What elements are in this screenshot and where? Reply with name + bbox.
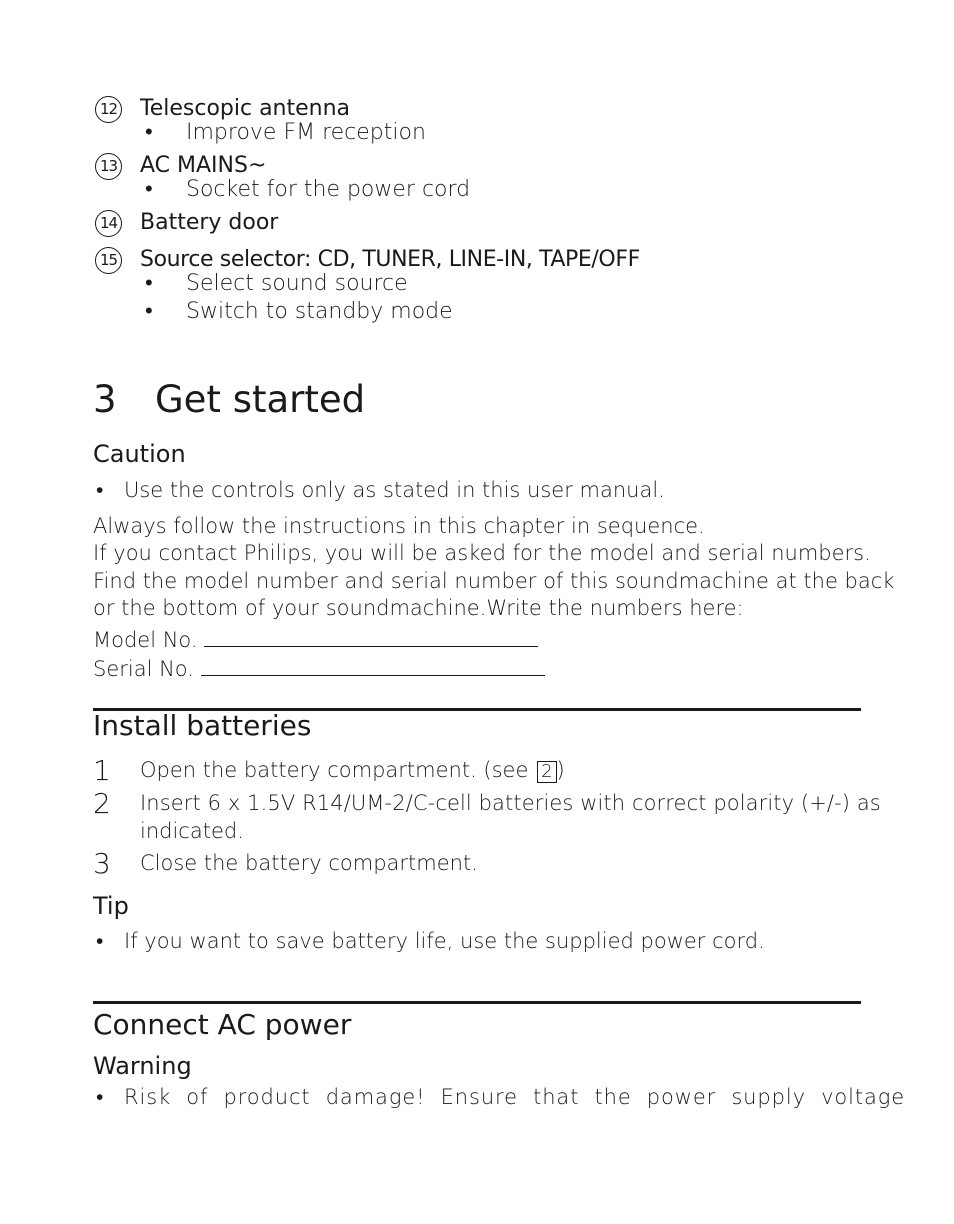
step-text-continued: indicated.: [140, 819, 244, 843]
item-number-12: 12: [95, 96, 122, 123]
list-item: • Switch to standby mode: [145, 299, 453, 324]
step-number: 3: [93, 847, 111, 880]
bullet-text: Improve FM reception: [186, 120, 426, 145]
bullet-text: Use the controls only as stated in this user manual.: [124, 478, 665, 502]
list-item: • Socket for the power cord: [145, 177, 471, 202]
item-title-ac-mains: AC MAINS~: [140, 153, 267, 178]
serial-number-line: [93, 656, 545, 684]
item-number-15: 15: [95, 247, 122, 274]
step-text-end: ): [556, 758, 565, 782]
bullet-text: If you want to save battery life, use the supplied power cord.: [124, 929, 765, 953]
step-text: Insert 6 x 1.5V R14/UM-2/C-cell batteries with correct polarity (+/-) as: [140, 791, 881, 815]
model-label: Model No.: [93, 628, 198, 652]
intro-line: Always follow the instructions in this chapter in sequence.: [93, 514, 705, 538]
section-divider: [93, 1001, 861, 1004]
intro-line: If you contact Philips, you will be asked for the model and serial numbers.: [93, 541, 871, 565]
item-title-battery-door: Battery door: [140, 210, 279, 235]
chapter-number: 3: [93, 378, 117, 421]
item-title-source-selector: Source selector: CD, TUNER, LINE-IN, TAPE/OFF: [140, 247, 640, 272]
connect-heading: Connect AC power: [93, 1008, 352, 1041]
warning-heading: Warning: [93, 1052, 192, 1080]
tip-heading: Tip: [93, 892, 129, 920]
serial-blank: [201, 674, 545, 676]
figure-reference: 2: [537, 761, 556, 783]
item-number-14: 14: [95, 210, 122, 237]
model-number-line: [93, 627, 538, 655]
caution-bullet: • Use the controls only as stated in this user manual.: [96, 478, 665, 502]
step-number: 2: [93, 787, 111, 820]
list-item: • Select sound source: [145, 271, 408, 296]
bullet-text: Socket for the power cord: [186, 177, 471, 202]
step-text: [140, 758, 565, 783]
bullet-text: Select sound source: [186, 271, 408, 296]
step-number: 1: [93, 754, 111, 787]
chapter-title: Get started: [155, 378, 366, 421]
tip-bullet: • If you want to save battery life, use the supplied power cord.: [96, 929, 765, 953]
list-item: • Improve FM reception: [145, 120, 426, 145]
intro-line: Find the model number and serial number of this soundmachine at the back: [93, 569, 895, 593]
item-number-13: 13: [95, 153, 122, 180]
caution-heading: Caution: [93, 440, 186, 468]
item-title-antenna: Telescopic antenna: [140, 96, 351, 121]
install-heading: Install batteries: [93, 709, 312, 742]
chapter-heading: [93, 378, 365, 421]
model-blank: [204, 645, 538, 647]
step-text-main: Open the battery compartment. (see: [140, 758, 536, 782]
bullet-text: Switch to standby mode: [186, 299, 453, 324]
warning-bullet: • Risk of product damage! Ensure that the power supply voltage: [96, 1085, 906, 1109]
step-text: Close the battery compartment.: [140, 851, 478, 875]
serial-label: Serial No.: [93, 657, 194, 681]
intro-line: or the bottom of your soundmachine.Write the numbers here:: [93, 596, 744, 620]
bullet-text: Risk of product damage! Ensure that the power supply voltage: [124, 1085, 906, 1109]
